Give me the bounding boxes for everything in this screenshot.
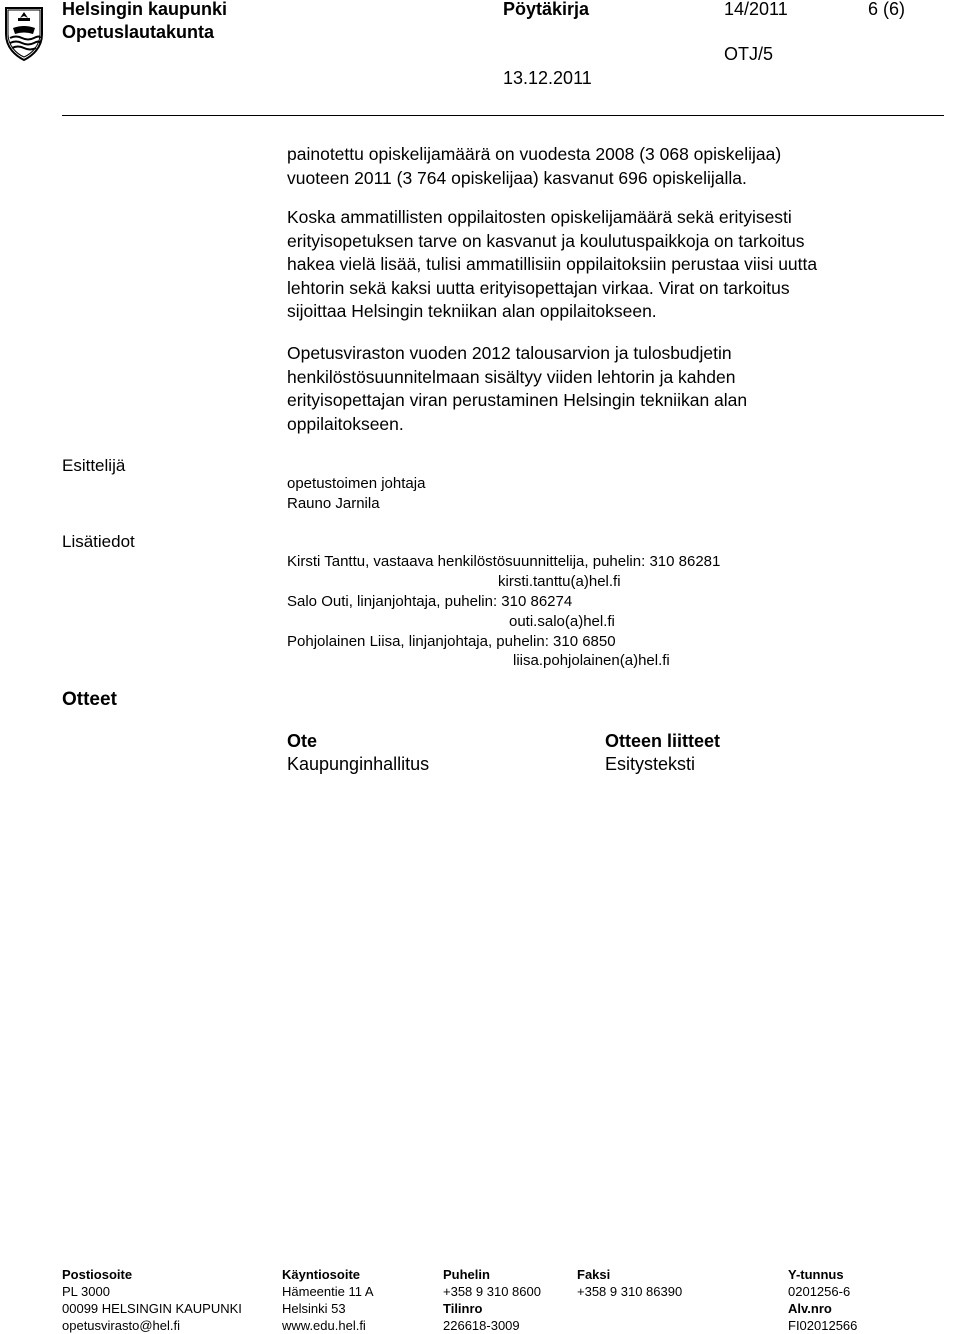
paragraph-3-line: henkilöstösuunnitelmaan sisältyy viiden lehtorin ja kahden xyxy=(287,366,736,387)
paragraph-3-line: erityisopettajan viran perustaminen Helsingin tekniikan alan xyxy=(287,390,748,410)
esittelija-label: Esittelijä xyxy=(62,456,126,475)
ote-heading: Ote xyxy=(287,731,318,751)
footer-account-heading: Tilinro xyxy=(443,1301,483,1316)
footer-phone-number: +358 9 310 8600 xyxy=(443,1284,541,1299)
footer-business-id-value: 0201256-6 xyxy=(788,1284,851,1299)
footer-postal-line: PL 3000 xyxy=(62,1284,110,1299)
footer-fax-number: +358 9 310 86390 xyxy=(577,1284,683,1299)
otteen-liitteet-value: Esitysteksti xyxy=(605,754,696,774)
paragraph-2-line: Koska ammatillisten oppilaitosten opiskelijamäärä sekä erityisesti xyxy=(287,207,792,227)
footer-postal-heading: Postiosoite xyxy=(62,1267,133,1282)
footer-email: opetusvirasto@hel.fi xyxy=(62,1318,180,1333)
paragraph-2-line: erityisopetuksen tarve on kasvanut ja koulutuspaikkoja on tarkoitus xyxy=(287,230,805,251)
presenter-name: Rauno Jarnila xyxy=(287,495,380,512)
lisatiedot-label: Lisätiedot xyxy=(62,532,135,551)
header-divider xyxy=(62,115,944,116)
footer-postal xyxy=(62,1266,242,1334)
paragraph-3-line: Opetusviraston vuoden 2012 talousarvion ja tulosbudjetin xyxy=(287,343,732,363)
footer-business-id xyxy=(788,1266,857,1334)
otteet-label: Otteet xyxy=(62,689,117,710)
footer-website: www.edu.hel.fi xyxy=(282,1318,366,1333)
contact-line: Pohjolainen Liisa, linjanjohtaja, puhelin: 310 6850 xyxy=(287,633,616,650)
paragraph-1-line: painotettu opiskelijamäärä on vuodesta 2008 (3 068 opiskelijaa) xyxy=(287,144,782,164)
ote-recipient: Kaupunginhallitus xyxy=(287,754,430,774)
meeting-date: 13.12.2011 xyxy=(503,68,592,88)
paragraph-2 xyxy=(287,206,817,324)
organization-name: Helsingin kaupunki xyxy=(62,0,228,19)
paragraph-2-line: sijoittaa Helsingin tekniikan alan oppilaitokseen. xyxy=(287,301,657,321)
presenter-title: opetustoimen johtaja xyxy=(287,475,426,492)
contact-email: liisa.pohjolainen(a)hel.fi xyxy=(513,652,670,669)
contact-email: kirsti.tanttu(a)hel.fi xyxy=(498,573,621,590)
footer-postal-line: 00099 HELSINGIN KAUPUNKI xyxy=(62,1301,242,1316)
contact-line: Kirsti Tanttu, vastaava henkilöstösuunnittelija, puhelin: 310 86281 xyxy=(287,553,721,570)
footer-phone xyxy=(443,1266,541,1334)
page-number: 6 (6) xyxy=(868,0,906,19)
helsinki-coat-of-arms-logo xyxy=(0,4,48,62)
footer-fax-heading: Faksi xyxy=(577,1267,611,1282)
contact-email: outi.salo(a)hel.fi xyxy=(509,613,615,630)
board-name: Opetuslautakunta xyxy=(62,22,215,42)
section-code: OTJ/5 xyxy=(724,44,774,64)
paragraph-1-line: vuoteen 2011 (3 764 opiskelijaa) kasvanut 696 opiskelijalla. xyxy=(287,167,747,188)
document-number: 14/2011 xyxy=(724,0,788,19)
paragraph-3-line: oppilaitokseen. xyxy=(287,413,404,434)
paragraph-1 xyxy=(287,143,781,190)
paragraph-2-line: hakea vielä lisää, tulisi ammatillisiin oppilaitoksiin perustaa viisi uutta xyxy=(287,254,818,274)
footer-business-id-heading: Y-tunnus xyxy=(788,1267,844,1282)
footer-phone-heading: Puhelin xyxy=(443,1267,490,1282)
footer-visiting xyxy=(282,1266,374,1334)
paragraph-2-line: lehtorin sekä kaksi uutta erityisopettajan virkaa. Virat on tarkoitus xyxy=(287,277,790,298)
contact-line: Salo Outi, linjanjohtaja, puhelin: 310 86274 xyxy=(287,593,573,610)
footer-fax xyxy=(577,1266,682,1300)
footer-vat-heading: Alv.nro xyxy=(788,1301,832,1316)
footer-visiting-line: Hämeentie 11 A xyxy=(282,1284,374,1299)
document-type: Pöytäkirja xyxy=(503,0,590,19)
footer-visiting-line: Helsinki 53 xyxy=(282,1301,346,1316)
otteen-liitteet-heading: Otteen liitteet xyxy=(605,731,721,751)
footer-visiting-heading: Käyntiosoite xyxy=(282,1267,361,1282)
footer-vat-value: FI02012566 xyxy=(788,1318,858,1333)
paragraph-3 xyxy=(287,342,747,436)
footer-account-number: 226618-3009 xyxy=(443,1318,520,1333)
